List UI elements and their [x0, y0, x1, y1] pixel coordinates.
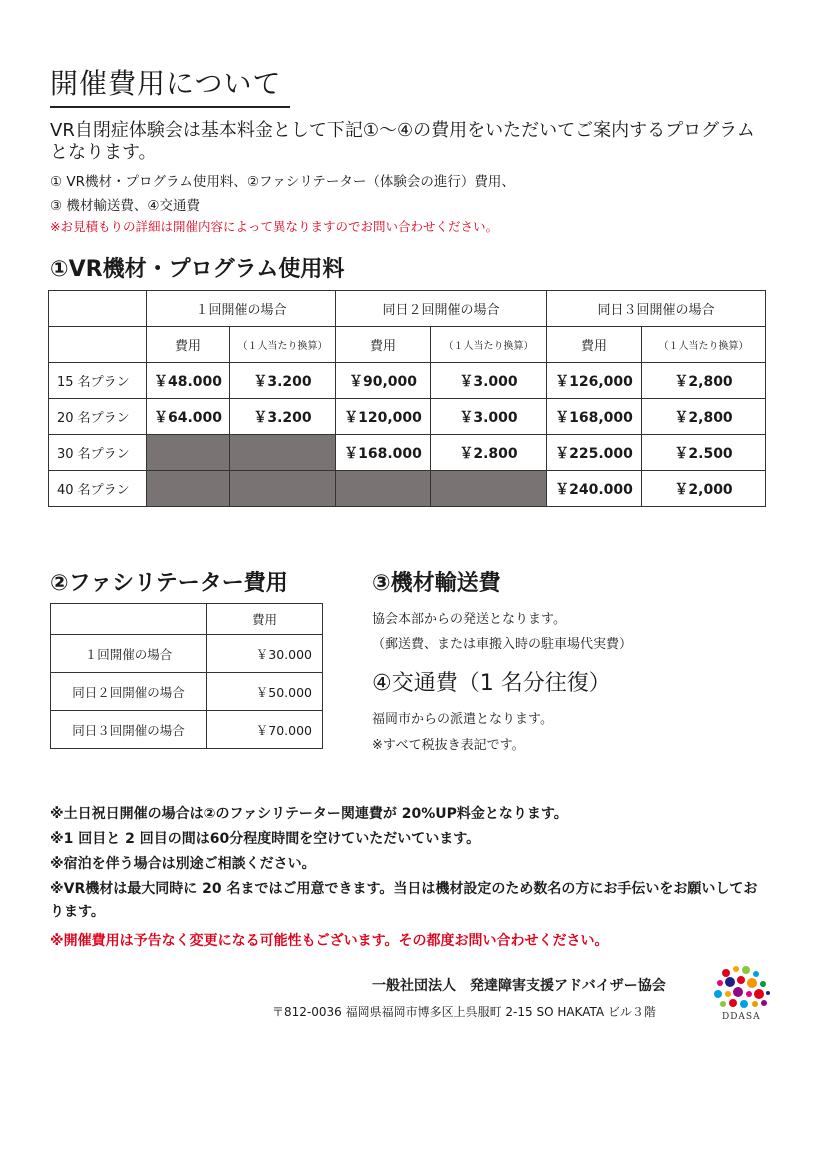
price-cell: ￥64.000 — [147, 399, 230, 435]
fee-cell: ￥50.000 — [207, 673, 323, 711]
price-cell: ￥2.800 — [431, 435, 547, 471]
price-cell: ￥3.000 — [431, 363, 547, 399]
change-notice: ※開催費用は予告なく変更になる可能性もございます。その都度お問い合わせください。 — [50, 933, 609, 949]
plan-label: 15 名プラン — [49, 363, 147, 399]
cost-items-line-2: ③ 機材輸送費、④交通費 — [50, 198, 200, 214]
fee-header: 費用 — [336, 327, 431, 363]
fee-cell: ￥30.000 — [207, 635, 323, 673]
equipment-fee-table — [48, 290, 766, 507]
price-cell: ￥3.000 — [431, 399, 547, 435]
shipping-line-1: 協会本部からの発送となります。 — [372, 612, 566, 627]
unavailable-cell — [431, 471, 547, 507]
cost-items-line-1: ① VR機材・プログラム使用料、②ファシリテーター（体験会の進行）費用、 — [50, 174, 515, 190]
empty-header-cell — [49, 327, 147, 363]
plan-label: 30 名プラン — [49, 435, 147, 471]
unavailable-cell — [336, 471, 431, 507]
price-cell: ￥168,000 — [547, 399, 642, 435]
per-person-header: （１人当たり換算） — [642, 327, 766, 363]
table-row — [51, 711, 323, 749]
price-cell: ￥3.200 — [230, 399, 336, 435]
empty-header-cell — [51, 604, 207, 635]
travel-line-2: ※すべて税抜き表記です。 — [372, 738, 525, 753]
shipping-line-2: （郵送費、または車搬入時の駐車場代実費） — [372, 637, 633, 652]
section1-heading: ①VR機材・プログラム使用料 — [50, 257, 345, 282]
price-cell: ￥126,000 — [547, 363, 642, 399]
plan-label: 20 名プラン — [49, 399, 147, 435]
unavailable-cell — [147, 435, 230, 471]
table-row — [49, 471, 766, 507]
page-title: 開催費用について — [50, 62, 290, 108]
price-cell: ￥2,800 — [642, 363, 766, 399]
fee-header: 費用 — [147, 327, 230, 363]
price-cell: ￥48.000 — [147, 363, 230, 399]
empty-header-cell — [49, 291, 147, 327]
section2-heading: ②ファシリテーター費用 — [50, 571, 288, 596]
price-cell: ￥240.000 — [547, 471, 642, 507]
note-item: ※1 回目と 2 回目の間は60分程度時間を空けていただいています。 — [50, 831, 481, 847]
ddasa-logo — [708, 963, 774, 1025]
group-header: 同日２回開催の場合 — [336, 291, 547, 327]
session-label: １回開催の場合 — [51, 635, 207, 673]
table-row — [51, 635, 323, 673]
price-cell: ￥120,000 — [336, 399, 431, 435]
intro-text: VR自閉症体験会は基本料金として下記①～④の費用をいただいてご案内するプログラムとなります。 — [50, 120, 755, 163]
fee-cell: ￥70.000 — [207, 711, 323, 749]
price-cell: ￥168.000 — [336, 435, 431, 471]
note-item: ※土日祝日開催の場合は②のファシリテーター関連費が 20%UP料金となります。 — [50, 806, 568, 822]
unavailable-cell — [230, 435, 336, 471]
note-item: ※VR機材は最大同時に 20 名まではご用意できます。当日は機材設定のため数名の方にお手伝いをお願いしております。 — [50, 881, 758, 920]
session-label: 同日３回開催の場合 — [51, 711, 207, 749]
table-header-row — [51, 604, 323, 635]
table-row — [51, 673, 323, 711]
unavailable-cell — [230, 471, 336, 507]
price-cell: ￥225.000 — [547, 435, 642, 471]
per-person-header: （１人当たり換算） — [230, 327, 336, 363]
table-subheader-row — [49, 327, 766, 363]
price-cell: ￥2,000 — [642, 471, 766, 507]
travel-line-1: 福岡市からの派遣となります。 — [372, 712, 553, 727]
facilitator-fee-table — [50, 603, 323, 749]
note-item: ※宿泊を伴う場合は別途ご相談ください。 — [50, 856, 316, 872]
price-cell: ￥90,000 — [336, 363, 431, 399]
group-header: １回開催の場合 — [147, 291, 336, 327]
unavailable-cell — [147, 471, 230, 507]
table-row — [49, 435, 766, 471]
organization-address: 〒812-0036 福岡県福岡市博多区上呉服町 2-15 SO HAKATA ビル３階 — [272, 1005, 656, 1019]
fee-header: 費用 — [207, 604, 323, 635]
estimate-note: ※お見積もりの詳細は開催内容によって異なりますのでお問い合わせください。 — [50, 219, 498, 234]
table-row — [49, 363, 766, 399]
price-cell: ￥2.500 — [642, 435, 766, 471]
price-cell: ￥2,800 — [642, 399, 766, 435]
fee-header: 費用 — [547, 327, 642, 363]
table-header-row — [49, 291, 766, 327]
organization-name: 一般社団法人 発達障害支援アドバイザー協会 — [372, 978, 666, 994]
session-label: 同日２回開催の場合 — [51, 673, 207, 711]
table-row — [49, 399, 766, 435]
logo-text: DDASA — [722, 1012, 761, 1022]
price-cell: ￥3.200 — [230, 363, 336, 399]
per-person-header: （１人当たり換算） — [431, 327, 547, 363]
plan-label: 40 名プラン — [49, 471, 147, 507]
group-header: 同日３回開催の場合 — [547, 291, 766, 327]
section4-heading: ④交通費（1 名分往復） — [372, 671, 611, 696]
section3-heading: ③機材輸送費 — [372, 571, 501, 596]
